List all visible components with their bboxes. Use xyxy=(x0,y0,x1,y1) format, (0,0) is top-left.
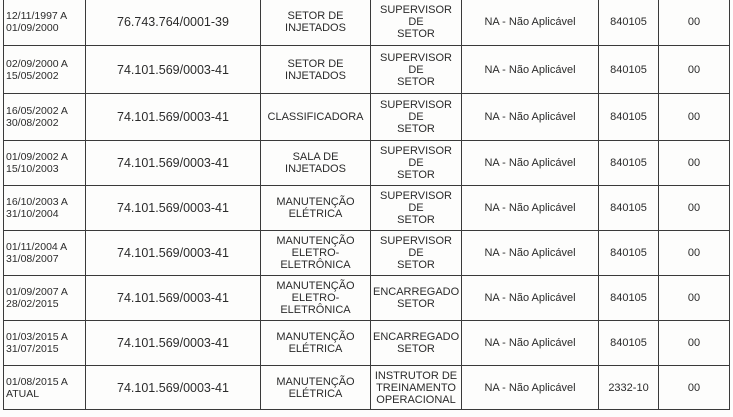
gfip-cell: 00 xyxy=(659,186,730,231)
role-cell xyxy=(371,94,462,141)
period-cell-line: 16/05/2002 A xyxy=(6,105,68,117)
role-cell xyxy=(371,141,462,186)
agent-cell: NA - Não Aplicável xyxy=(462,141,599,186)
sector-cell xyxy=(261,94,371,141)
role-cell xyxy=(371,0,462,46)
table-row xyxy=(4,0,730,46)
table-row xyxy=(4,94,730,141)
period-cell xyxy=(4,0,86,46)
period-cell xyxy=(4,186,86,231)
period-cell-line: ATUAL xyxy=(6,387,40,400)
period-cell-line: 16/10/2003 A xyxy=(6,196,68,208)
role-cell-line: SETOR xyxy=(397,75,435,88)
table-body xyxy=(4,0,730,410)
code-cell: 840105 xyxy=(599,141,659,186)
table-row xyxy=(4,46,730,94)
gfip-cell: 00 xyxy=(659,0,730,46)
agent-cell: NA - Não Aplicável xyxy=(462,321,599,366)
sector-cell xyxy=(261,366,371,410)
period-cell-line: 01/09/2002 A xyxy=(6,151,68,163)
period-cell xyxy=(4,231,86,276)
sector-cell xyxy=(261,186,371,231)
role-cell xyxy=(371,276,462,321)
role-cell-line: SUPERVISOR DE xyxy=(380,145,452,169)
agent-cell: NA - Não Aplicável xyxy=(462,94,599,141)
table-row xyxy=(4,186,730,231)
role-cell-line: SETOR xyxy=(397,343,435,355)
sector-cell-line: SALA DE xyxy=(292,151,339,163)
code-cell: 840105 xyxy=(599,46,659,94)
agent-cell: NA - Não Aplicável xyxy=(462,46,599,94)
period-cell-line: 01/03/2015 A xyxy=(6,331,68,343)
sector-cell-line: ELÉTRICA xyxy=(288,387,343,400)
agent-cell: NA - Não Aplicável xyxy=(462,0,599,46)
sector-cell xyxy=(261,231,371,276)
sector-cell-line: ELETRÔNICA xyxy=(280,304,351,316)
period-cell-line: 01/09/2007 A xyxy=(6,286,68,298)
gfip-cell: 00 xyxy=(659,94,730,141)
sector-cell-line: SETOR DE xyxy=(287,57,344,70)
role-cell xyxy=(371,186,462,231)
period-cell xyxy=(4,321,86,366)
role-cell xyxy=(371,366,462,410)
table-row xyxy=(4,141,730,186)
sector-cell-line: MANUTENÇÃO xyxy=(276,280,355,292)
agent-cell: NA - Não Aplicável xyxy=(462,276,599,321)
period-cell-line: 31/10/2004 xyxy=(6,208,59,220)
code-cell: 2332-10 xyxy=(599,366,659,410)
gfip-cell: 00 xyxy=(659,141,730,186)
gfip-cell: 00 xyxy=(659,231,730,276)
role-cell xyxy=(371,46,462,94)
gfip-cell: 00 xyxy=(659,366,730,410)
sector-cell-line: ELETRÔNICA xyxy=(280,259,351,271)
role-cell-line: SUPERVISOR DE xyxy=(380,3,452,28)
agent-cell: NA - Não Aplicável xyxy=(462,231,599,276)
sector-cell-line: CLASSIFICADORA xyxy=(267,111,364,123)
role-cell-line: SETOR xyxy=(397,298,435,310)
role-cell xyxy=(371,231,462,276)
period-cell-line: 12/11/1997 A xyxy=(6,9,68,22)
role-cell-line: SETOR xyxy=(397,123,435,135)
period-cell xyxy=(4,141,86,186)
sector-cell-line: ELETRO- xyxy=(291,247,340,259)
role-cell-line: SETOR xyxy=(397,214,435,226)
period-cell-line: 31/08/2007 xyxy=(6,253,59,265)
sector-cell-line: SETOR DE xyxy=(287,9,344,22)
code-cell: 840105 xyxy=(599,186,659,231)
period-cell-line: 02/09/2000 A xyxy=(6,57,68,70)
sector-cell-line: ELÉTRICA xyxy=(288,208,343,220)
sector-cell xyxy=(261,46,371,94)
period-cell-line: 01/08/2015 A xyxy=(6,375,68,388)
period-cell-line: 01/09/2000 xyxy=(6,21,59,34)
code-cell: 840105 xyxy=(599,231,659,276)
code-cell: 840105 xyxy=(599,321,659,366)
role-cell xyxy=(371,321,462,366)
gfip-cell: 00 xyxy=(659,276,730,321)
sector-cell xyxy=(261,141,371,186)
agent-cell: NA - Não Aplicável xyxy=(462,186,599,231)
period-cell xyxy=(4,366,86,410)
period-cell-line: 15/10/2003 xyxy=(6,163,59,175)
period-cell xyxy=(4,46,86,94)
period-cell-line: 28/02/2015 xyxy=(6,298,59,310)
sector-cell-line: INJETADOS xyxy=(285,21,346,34)
employment-history-table xyxy=(3,0,730,410)
role-cell-line: OPERACIONAL xyxy=(376,393,456,406)
period-cell xyxy=(4,94,86,141)
cnpj-cell: 74.101.569/0003-41 xyxy=(86,46,261,94)
code-cell: 840105 xyxy=(599,94,659,141)
role-cell-line: ENCARREGADO xyxy=(373,331,460,343)
role-cell-line: SUPERVISOR DE xyxy=(380,99,452,123)
role-cell-line: INSTRUTOR DE xyxy=(374,369,458,382)
sector-cell-line: MANUTENÇÃO xyxy=(276,375,355,388)
sector-cell-line: MANUTENÇÃO xyxy=(276,196,355,208)
period-cell-line: 31/07/2015 xyxy=(6,343,59,355)
cnpj-cell: 74.101.569/0003-41 xyxy=(86,366,261,410)
period-cell xyxy=(4,276,86,321)
gfip-cell: 00 xyxy=(659,321,730,366)
cnpj-cell: 74.101.569/0003-41 xyxy=(86,94,261,141)
role-cell-line: SUPERVISOR DE xyxy=(380,235,452,259)
role-cell-line: SETOR xyxy=(397,259,435,271)
sector-cell-line: MANUTENÇÃO xyxy=(276,331,355,343)
cnpj-cell: 74.101.569/0003-41 xyxy=(86,276,261,321)
code-cell: 840105 xyxy=(599,276,659,321)
table-row xyxy=(4,276,730,321)
role-cell-line: SETOR xyxy=(397,169,435,181)
cnpj-cell: 74.101.569/0003-41 xyxy=(86,321,261,366)
sector-cell-line: ELETRO- xyxy=(291,292,340,304)
cnpj-cell: 74.101.569/0003-41 xyxy=(86,141,261,186)
sector-cell xyxy=(261,276,371,321)
sector-cell xyxy=(261,0,371,46)
role-cell-line: TREINAMENTO xyxy=(376,381,456,394)
table-row xyxy=(4,366,730,410)
sector-cell-line: INJETADOS xyxy=(285,163,346,175)
table-row xyxy=(4,321,730,366)
sector-cell-line: MANUTENÇÃO xyxy=(276,235,355,247)
gfip-cell: 00 xyxy=(659,46,730,94)
agent-cell: NA - Não Aplicável xyxy=(462,366,599,410)
sector-cell-line: ELÉTRICA xyxy=(288,343,343,355)
role-cell-line: SETOR xyxy=(397,27,435,40)
code-cell: 840105 xyxy=(599,0,659,46)
table-row xyxy=(4,231,730,276)
period-cell-line: 01/11/2004 A xyxy=(6,241,68,253)
cnpj-cell: 74.101.569/0003-41 xyxy=(86,231,261,276)
sector-cell-line: INJETADOS xyxy=(285,69,346,82)
cnpj-cell: 74.101.569/0003-41 xyxy=(86,186,261,231)
role-cell-line: SUPERVISOR DE xyxy=(380,190,452,214)
role-cell-line: ENCARREGADO xyxy=(373,286,460,298)
sector-cell xyxy=(261,321,371,366)
role-cell-line: SUPERVISOR DE xyxy=(380,51,452,76)
period-cell-line: 15/05/2002 xyxy=(6,69,59,82)
period-cell-line: 30/08/2002 xyxy=(6,117,59,129)
cnpj-cell: 76.743.764/0001-39 xyxy=(86,0,261,46)
